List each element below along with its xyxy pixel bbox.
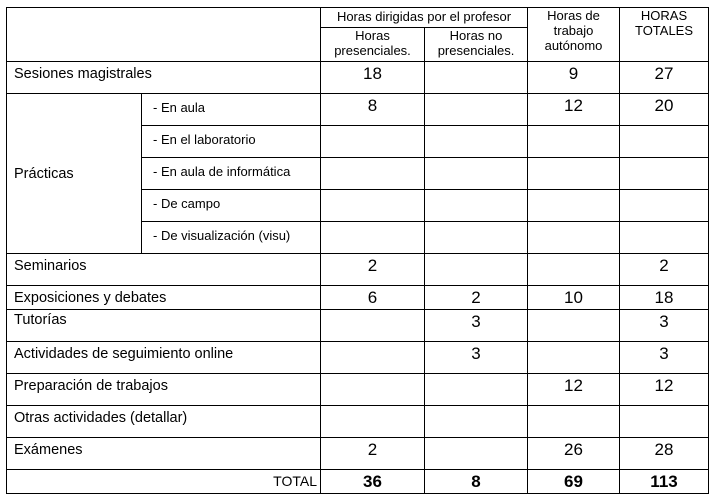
cell-non-presential [425,62,528,94]
cell-total: 20 [620,94,709,126]
row-label: Preparación de trabajos [7,374,321,406]
cell-presential: 2 [321,254,425,286]
header-row-group [7,8,709,28]
row-sublabel: - En aula de informática [142,158,321,190]
total-presential: 36 [321,470,425,494]
row-label: Seminarios [7,254,321,286]
cell-non-presential [425,190,528,222]
cell-presential [321,406,425,438]
cell-total: 18 [620,286,709,310]
cell-autonomous: 12 [528,94,620,126]
row-label: Tutorías [7,310,321,342]
total-spacer-cell [7,470,142,494]
table-row [7,406,709,438]
table-row [7,62,709,94]
total-autonomous: 69 [528,470,620,494]
cell-non-presential [425,94,528,126]
cell-presential [321,190,425,222]
cell-total: 28 [620,438,709,470]
cell-total [620,126,709,158]
header-presential: Horas presenciales. [321,28,425,62]
cell-total [620,158,709,190]
header-directed-hours: Horas dirigidas por el profesor [321,8,528,28]
cell-autonomous [528,190,620,222]
table-row [7,342,709,374]
cell-non-presential [425,438,528,470]
cell-presential [321,158,425,190]
cell-presential [321,222,425,254]
row-label: Sesiones magistrales [7,62,321,94]
cell-autonomous [528,254,620,286]
cell-total: 3 [620,310,709,342]
cell-presential [321,126,425,158]
cell-presential [321,342,425,374]
cell-total: 2 [620,254,709,286]
table-row [7,310,709,342]
row-label: Exposiciones y debates [7,286,321,310]
header-autonomous-hours: Horas de trabajo autónomo [528,8,620,62]
cell-non-presential: 2 [425,286,528,310]
cell-presential [321,310,425,342]
cell-non-presential [425,406,528,438]
cell-non-presential [425,126,528,158]
hours-table [6,7,709,494]
row-label: Otras actividades (detallar) [7,406,321,438]
row-label: Actividades de seguimiento online [7,342,321,374]
cell-autonomous [528,310,620,342]
table-row [7,374,709,406]
row-label: Exámenes [7,438,321,470]
row-sublabel: - En aula [142,94,321,126]
cell-presential: 6 [321,286,425,310]
row-sublabel: - De campo [142,190,321,222]
cell-autonomous [528,158,620,190]
row-sublabel: - De visualización (visu) [142,222,321,254]
cell-autonomous: 10 [528,286,620,310]
table-row [7,286,709,310]
cell-autonomous: 9 [528,62,620,94]
cell-presential: 2 [321,438,425,470]
cell-autonomous [528,222,620,254]
cell-non-presential: 3 [425,342,528,374]
table-row [7,438,709,470]
cell-non-presential: 3 [425,310,528,342]
cell-autonomous [528,342,620,374]
cell-total: 3 [620,342,709,374]
total-total: 113 [620,470,709,494]
cell-presential: 8 [321,94,425,126]
cell-autonomous [528,406,620,438]
cell-presential: 18 [321,62,425,94]
cell-autonomous [528,126,620,158]
cell-non-presential [425,254,528,286]
total-row [7,470,709,494]
cell-non-presential [425,158,528,190]
header-non-presential: Horas no presenciales. [425,28,528,62]
total-non-presential: 8 [425,470,528,494]
header-total-hours: HORAS TOTALES [620,8,709,62]
cell-non-presential [425,222,528,254]
total-label: TOTAL [142,470,321,494]
cell-non-presential [425,374,528,406]
cell-autonomous: 12 [528,374,620,406]
table-row [7,254,709,286]
table-row [7,94,709,126]
cell-total [620,406,709,438]
row-label-practicas: Prácticas [7,94,142,254]
header-corner-cell [7,8,321,62]
cell-total: 27 [620,62,709,94]
cell-total: 12 [620,374,709,406]
cell-autonomous: 26 [528,438,620,470]
row-sublabel: - En el laboratorio [142,126,321,158]
cell-total [620,190,709,222]
cell-total [620,222,709,254]
cell-presential [321,374,425,406]
